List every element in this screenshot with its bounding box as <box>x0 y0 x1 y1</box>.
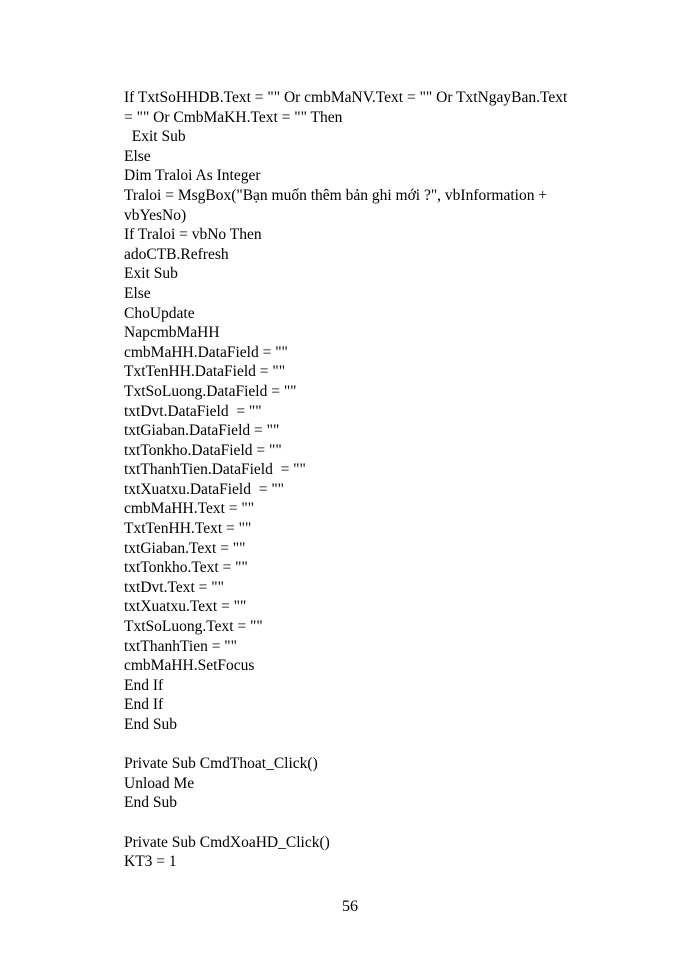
code-listing <box>124 88 594 872</box>
code-line: txtThanhTien = "" <box>124 637 237 655</box>
code-line: Else <box>124 147 151 165</box>
code-line: ChoUpdate <box>124 304 195 322</box>
code-line: cmbMaHH.Text = "" <box>124 500 255 518</box>
code-line: cmbMaHH.SetFocus <box>124 657 255 675</box>
code-line: Else <box>124 284 151 302</box>
code-line: End If <box>124 696 164 714</box>
code-line: End Sub <box>124 794 177 812</box>
code-line: Dim Traloi As Integer <box>124 167 261 185</box>
code-line: cmbMaHH.DataField = "" <box>124 343 288 361</box>
code-line: adoCTB.Refresh <box>124 245 229 263</box>
code-line: Exit Sub <box>124 128 186 146</box>
code-line: TxtTenHH.DataField = "" <box>124 363 286 381</box>
code-line: txtGiaban.Text = "" <box>124 539 246 557</box>
code-line: Unload Me <box>124 774 195 792</box>
page-number: 56 <box>342 898 358 915</box>
code-line: KT3 = 1 <box>124 853 177 871</box>
code-line: txtXuatxu.Text = "" <box>124 598 247 616</box>
code-line: Private Sub CmdThoat_Click() <box>124 755 318 773</box>
code-line: txtThanhTien.DataField = "" <box>124 461 306 479</box>
code-line: End If <box>124 676 164 694</box>
code-line: TxtSoLuong.Text = "" <box>124 618 263 636</box>
blank-line <box>124 735 594 755</box>
code-line: txtTonkho.Text = "" <box>124 559 248 577</box>
code-line: TxtSoLuong.DataField = "" <box>124 382 297 400</box>
code-line: Exit Sub <box>124 265 178 283</box>
code-line: Private Sub CmdXoaHD_Click() <box>124 833 330 851</box>
code-line: txtDvt.DataField = "" <box>124 402 262 420</box>
code-line: txtDvt.Text = "" <box>124 578 224 596</box>
code-line: txtXuatxu.DataField = "" <box>124 480 285 498</box>
code-line: NapcmbMaHH <box>124 324 220 342</box>
code-line: txtTonkho.DataField = "" <box>124 441 282 459</box>
code-line: End Sub <box>124 716 177 733</box>
code-line: vbYesNo) <box>124 206 187 224</box>
code-line: If Traloi = vbNo Then <box>124 226 262 244</box>
code-line: If TxtSoHHDB.Text = "" Or cmbMaNV.Text = "" Or TxtNgayBan.Text <box>124 89 568 106</box>
code-line: Traloi = MsgBox("Bạn muốn thêm bản ghi mới ?", vbInformation + <box>124 186 548 204</box>
blank-line <box>124 813 594 833</box>
code-line: = "" Or CmbMaKH.Text = "" Then <box>124 108 343 126</box>
code-line: TxtTenHH.Text = "" <box>124 520 252 538</box>
code-line: txtGiaban.DataField = "" <box>124 422 280 440</box>
